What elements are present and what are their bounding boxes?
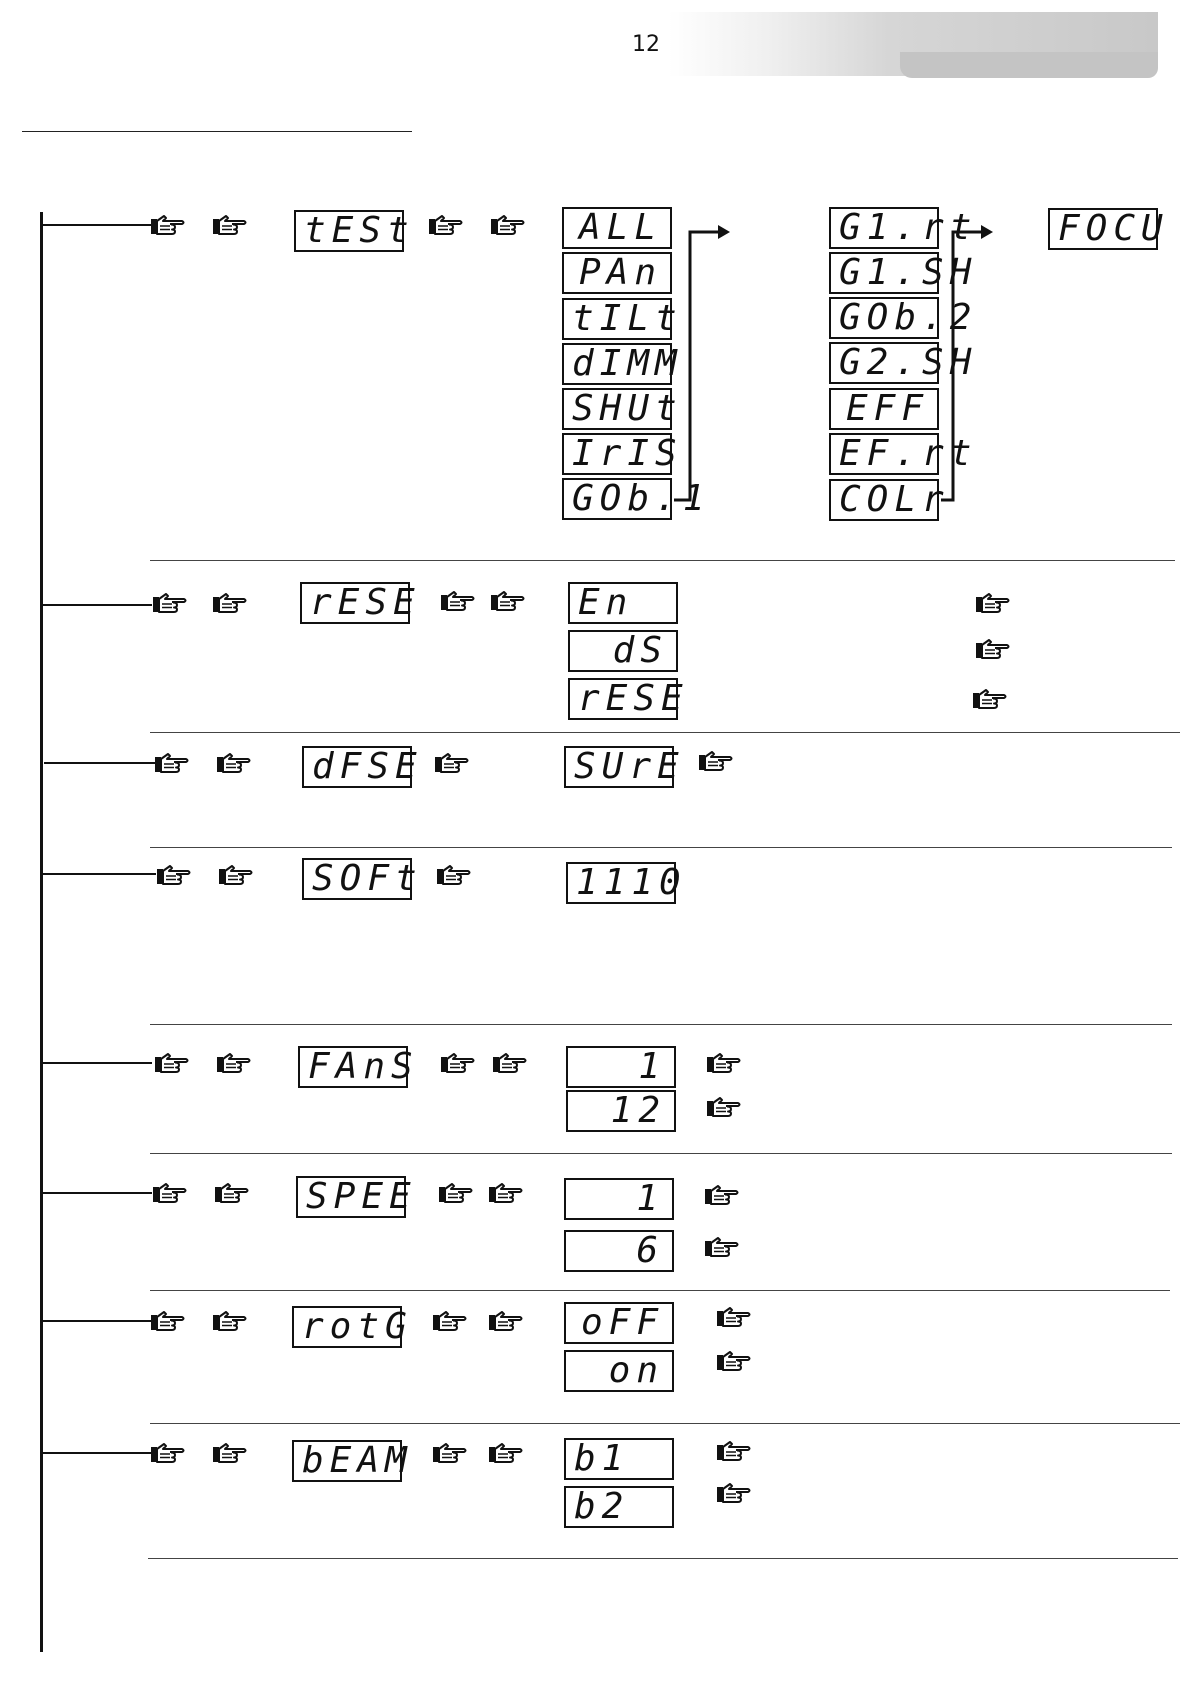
branch-line-beam (40, 1452, 152, 1454)
page-header-tab-lower (900, 52, 1158, 78)
lcd-option: COLr (829, 479, 939, 521)
section-divider (150, 1153, 1172, 1154)
continue-arrow-icon (937, 220, 997, 505)
pointing-hand-icon (488, 1440, 524, 1466)
pointing-hand-icon (492, 1050, 528, 1076)
section-divider (150, 560, 1175, 561)
lcd-menu-beam: bEAM (292, 1440, 402, 1482)
pointing-hand-icon (212, 1440, 248, 1466)
lcd-option: G1.rt (829, 207, 939, 249)
branch-line-soft (40, 873, 156, 875)
continue-arrow-icon (670, 220, 730, 505)
pointing-hand-icon (706, 1094, 742, 1120)
section-title-rule (22, 131, 412, 132)
pointing-hand-icon (440, 588, 476, 614)
lcd-option: SHUt (562, 388, 672, 430)
menu-tree-trunk (40, 212, 43, 1652)
lcd-option-final: FOCU (1048, 208, 1158, 250)
lcd-menu-soft: SOFt (302, 858, 412, 900)
pointing-hand-icon (698, 748, 734, 774)
section-divider (148, 1558, 1178, 1559)
lcd-option: rESE (568, 678, 678, 720)
branch-line-rotg (40, 1320, 152, 1322)
lcd-option: 1110 (566, 862, 676, 904)
pointing-hand-icon (154, 1050, 190, 1076)
lcd-option: 1 (566, 1046, 676, 1088)
pointing-hand-icon (488, 1180, 524, 1206)
pointing-hand-icon (440, 1050, 476, 1076)
lcd-option: 12 (566, 1090, 676, 1132)
pointing-hand-icon (490, 588, 526, 614)
lcd-option: G2.SH (829, 342, 939, 384)
page-number: 12 (632, 32, 660, 57)
lcd-menu-test: tESt (294, 210, 404, 252)
branch-line-rese (40, 604, 152, 606)
pointing-hand-icon (716, 1438, 752, 1464)
pointing-hand-icon (716, 1348, 752, 1374)
lcd-option: on (564, 1350, 674, 1392)
pointing-hand-icon (150, 1440, 186, 1466)
branch-line-test (40, 224, 152, 226)
pointing-hand-icon (490, 212, 526, 238)
pointing-hand-icon (156, 862, 192, 888)
lcd-option: G1.SH (829, 252, 939, 294)
pointing-hand-icon (150, 212, 186, 238)
lcd-option: 1 (564, 1178, 674, 1220)
pointing-hand-icon (216, 750, 252, 776)
lcd-menu-spee: SPEE (296, 1176, 406, 1218)
pointing-hand-icon (488, 1308, 524, 1334)
pointing-hand-icon (704, 1234, 740, 1260)
pointing-hand-icon (152, 590, 188, 616)
lcd-option: En (568, 582, 678, 624)
pointing-hand-icon (716, 1304, 752, 1330)
pointing-hand-icon (154, 750, 190, 776)
lcd-option: IrIS (562, 433, 672, 475)
lcd-option: SUrE (564, 746, 674, 788)
lcd-option: EF.rt (829, 433, 939, 475)
branch-line-spee (40, 1192, 152, 1194)
pointing-hand-icon (152, 1180, 188, 1206)
lcd-option: dS (568, 630, 678, 672)
section-divider (150, 1024, 1172, 1025)
pointing-hand-icon (212, 212, 248, 238)
lcd-option: ALL (562, 207, 672, 249)
section-divider (150, 1423, 1180, 1424)
branch-line-fans (40, 1062, 152, 1064)
pointing-hand-icon (975, 590, 1011, 616)
pointing-hand-icon (716, 1480, 752, 1506)
pointing-hand-icon (428, 212, 464, 238)
lcd-menu-rotg: rotG (292, 1306, 402, 1348)
pointing-hand-icon (436, 862, 472, 888)
lcd-option: PAn (562, 252, 672, 294)
branch-line-dfse (44, 762, 156, 764)
lcd-menu-fans: FAnS (298, 1046, 408, 1088)
pointing-hand-icon (218, 862, 254, 888)
lcd-menu-rese: rESE (300, 582, 410, 624)
pointing-hand-icon (434, 750, 470, 776)
lcd-option: tILt (562, 298, 672, 340)
pointing-hand-icon (975, 636, 1011, 662)
pointing-hand-icon (972, 686, 1008, 712)
lcd-option: GOb.2 (829, 297, 939, 339)
pointing-hand-icon (150, 1308, 186, 1334)
lcd-option: EFF (829, 388, 939, 430)
pointing-hand-icon (432, 1440, 468, 1466)
pointing-hand-icon (212, 1308, 248, 1334)
lcd-option: oFF (564, 1302, 674, 1344)
lcd-option: b1 (564, 1438, 674, 1480)
pointing-hand-icon (214, 1180, 250, 1206)
pointing-hand-icon (704, 1182, 740, 1208)
pointing-hand-icon (212, 590, 248, 616)
lcd-option: b2 (564, 1486, 674, 1528)
pointing-hand-icon (432, 1308, 468, 1334)
pointing-hand-icon (706, 1050, 742, 1076)
lcd-option: dIMM (562, 343, 672, 385)
section-divider (150, 847, 1172, 848)
pointing-hand-icon (216, 1050, 252, 1076)
section-divider (150, 1290, 1170, 1291)
section-divider (150, 732, 1180, 733)
lcd-option: 6 (564, 1230, 674, 1272)
pointing-hand-icon (438, 1180, 474, 1206)
lcd-option: GOb.1 (562, 478, 672, 520)
lcd-menu-dfse: dFSE (302, 746, 412, 788)
